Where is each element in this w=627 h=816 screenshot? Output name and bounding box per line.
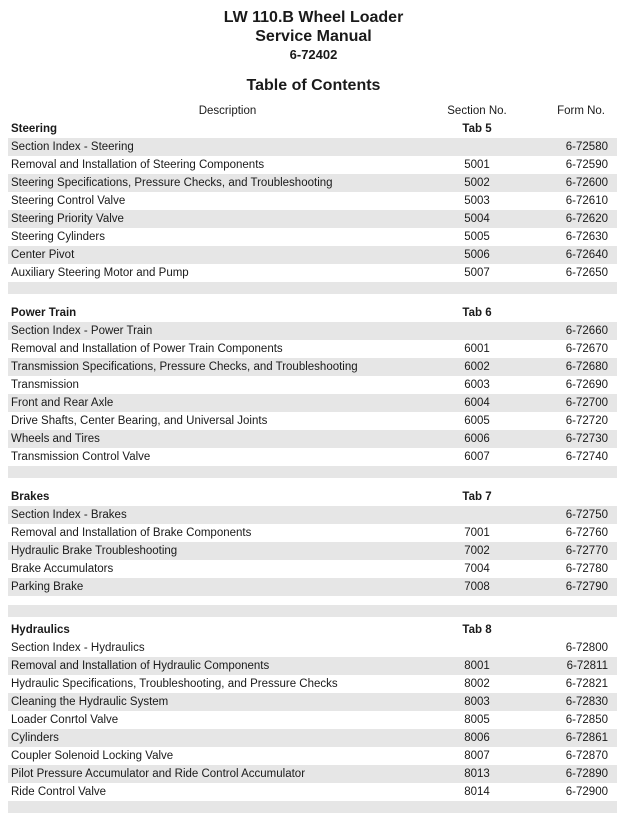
- toc-row-section-no: 6007: [464, 451, 490, 463]
- toc-row-description: Drive Shafts, Center Bearing, and Universal Joints: [11, 415, 268, 427]
- toc-row-description: Removal and Installation of Hydraulic Components: [11, 660, 270, 672]
- toc-row: [8, 560, 617, 578]
- toc-row-form-no: 6-72680: [565, 361, 608, 373]
- toc-row-form-no: 6-72850: [565, 714, 608, 726]
- toc-row-section-no: 5004: [464, 213, 490, 225]
- toc-row-form-no: 6-72620: [565, 213, 608, 225]
- toc-row: [8, 747, 617, 765]
- toc-row-description: Center Pivot: [11, 249, 75, 261]
- toc-row-section-no: 6004: [464, 397, 490, 409]
- toc-row-section-no: 8013: [464, 768, 490, 780]
- toc-row-description: Steering Specifications, Pressure Checks, and Troubleshooting: [11, 177, 333, 189]
- section-name: Hydraulics: [11, 624, 70, 636]
- toc-row: [8, 394, 617, 412]
- toc-row-description: Hydraulic Specifications, Troubleshooting, and Pressure Checks: [11, 678, 338, 690]
- section-tab: Tab 5: [462, 123, 492, 135]
- section-name: Power Train: [11, 307, 77, 319]
- section-tab: Tab 7: [462, 491, 492, 503]
- toc-row-section-no: 5007: [464, 267, 490, 279]
- toc-row-form-no: 6-72690: [565, 379, 608, 391]
- toc-row: [8, 228, 617, 246]
- toc-row-form-no: 6-72730: [565, 433, 608, 445]
- toc-row-section-no: 6006: [464, 433, 490, 445]
- toc-row: [8, 506, 617, 524]
- toc-row: [8, 264, 617, 282]
- toc-row: [8, 322, 617, 340]
- toc-row: [8, 430, 617, 448]
- section-separator: [8, 282, 617, 294]
- toc-row: [8, 765, 617, 783]
- toc-row: [8, 156, 617, 174]
- toc-row-form-no: 6-72670: [565, 343, 608, 355]
- toc-row-form-no: 6-72640: [565, 249, 608, 261]
- toc-row: [8, 246, 617, 264]
- toc-row-description: Section Index - Steering: [11, 141, 134, 153]
- toc-row-form-no: 6-72760: [565, 527, 608, 539]
- toc-row-form-no: 6-72790: [565, 581, 608, 593]
- toc-row-description: Transmission: [11, 379, 79, 391]
- toc-row: [8, 376, 617, 394]
- toc-row-description: Section Index - Power Train: [11, 325, 153, 337]
- toc-row: [8, 542, 617, 560]
- section-separator: [8, 605, 617, 617]
- toc-row-form-no: 6-72870: [565, 750, 608, 762]
- toc-row-description: Removal and Installation of Steering Components: [11, 159, 265, 171]
- toc-row-section-no: 8006: [464, 732, 490, 744]
- toc-row-description: Cleaning the Hydraulic System: [11, 696, 169, 708]
- toc-row-description: Transmission Control Valve: [11, 451, 151, 463]
- toc-row-section-no: 6003: [464, 379, 490, 391]
- column-header-description: Description: [198, 105, 257, 117]
- section-name: Steering: [11, 123, 58, 135]
- toc-row: [8, 657, 617, 675]
- toc-row-section-no: 8003: [464, 696, 490, 708]
- toc-row-description: Pilot Pressure Accumulator and Ride Control Accumulator: [11, 768, 306, 780]
- toc-title: Table of Contents: [246, 77, 381, 94]
- toc-row-description: Removal and Installation of Brake Components: [11, 527, 252, 539]
- toc-row-description: Loader Conrtol Valve: [11, 714, 119, 726]
- toc-row: [8, 639, 617, 657]
- toc-row: [8, 210, 617, 228]
- toc-row-section-no: 8001: [464, 660, 490, 672]
- toc-row: [8, 524, 617, 542]
- column-header-form-no: Form No.: [557, 105, 605, 117]
- toc-row-description: Parking Brake: [11, 581, 84, 593]
- toc-row-form-no: 6-72811: [566, 660, 608, 672]
- toc-row-form-no: 6-72900: [565, 786, 608, 798]
- toc-row: [8, 448, 617, 466]
- column-header-row: [8, 102, 617, 120]
- toc-row-form-no: 6-72580: [565, 141, 608, 153]
- toc-row-form-no: 6-72600: [565, 177, 608, 189]
- section-heading-row: [8, 304, 617, 322]
- toc-row-description: Auxiliary Steering Motor and Pump: [11, 267, 189, 279]
- manual-title: LW 110.B Wheel Loader: [223, 9, 404, 26]
- toc-row-section-no: 7008: [464, 581, 490, 593]
- section-heading-row: [8, 621, 617, 639]
- toc-row-form-no: 6-72890: [565, 768, 608, 780]
- toc-row-form-no: 6-72750: [565, 509, 608, 521]
- toc-row-form-no: 6-72610: [565, 195, 608, 207]
- toc-table: [0, 102, 627, 813]
- toc-row-section-no: 6002: [464, 361, 490, 373]
- section-separator: [8, 466, 617, 478]
- toc-row: [8, 174, 617, 192]
- toc-row-form-no: 6-72660: [565, 325, 608, 337]
- toc-row: [8, 358, 617, 376]
- toc-row-section-no: 7004: [464, 563, 490, 575]
- toc-row-form-no: 6-72861: [565, 732, 608, 744]
- toc-row-form-no: 6-72700: [565, 397, 608, 409]
- toc-row-description: Steering Priority Valve: [11, 213, 124, 225]
- toc-row-description: Removal and Installation of Power Train Components: [11, 343, 283, 355]
- section-name: Brakes: [11, 491, 50, 503]
- toc-row-form-no: 6-72650: [565, 267, 608, 279]
- toc-row: [8, 729, 617, 747]
- toc-row-description: Wheels and Tires: [11, 433, 100, 445]
- toc-row-description: Section Index - Brakes: [11, 509, 127, 521]
- toc-row-form-no: 6-72590: [565, 159, 608, 171]
- toc-row-form-no: 6-72821: [565, 678, 608, 690]
- section-tab: Tab 6: [462, 307, 492, 319]
- toc-row: [8, 675, 617, 693]
- toc-row-form-no: 6-72800: [565, 642, 608, 654]
- toc-row: [8, 340, 617, 358]
- toc-row-section-no: 8005: [464, 714, 490, 726]
- toc-row-section-no: 7002: [464, 545, 490, 557]
- toc-row: [8, 711, 617, 729]
- toc-row-form-no: 6-72770: [565, 545, 608, 557]
- toc-row-description: Cylinders: [11, 732, 59, 744]
- toc-row-description: Front and Rear Axle: [11, 397, 114, 409]
- toc-row: [8, 192, 617, 210]
- toc-row-section-no: 6005: [464, 415, 490, 427]
- toc-row-section-no: 8002: [464, 678, 490, 690]
- toc-body: [0, 120, 627, 813]
- toc-row: [8, 693, 617, 711]
- section-heading-row: [8, 120, 617, 138]
- toc-row: [8, 578, 617, 596]
- toc-row-section-no: 5002: [464, 177, 490, 189]
- toc-row-section-no: 8014: [464, 786, 490, 798]
- toc-row-section-no: 8007: [464, 750, 490, 762]
- toc-row: [8, 783, 617, 801]
- toc-row-section-no: 7001: [464, 527, 490, 539]
- toc-row: [8, 412, 617, 430]
- document-header: [0, 0, 627, 95]
- section-tab: Tab 8: [462, 624, 492, 636]
- toc-row-section-no: 5001: [464, 159, 490, 171]
- section-heading-row: [8, 488, 617, 506]
- toc-row-description: Hydraulic Brake Troubleshooting: [11, 545, 178, 557]
- toc-row-form-no: 6-72720: [565, 415, 608, 427]
- manual-form-number: 6-72402: [289, 47, 338, 62]
- section-separator: [8, 801, 617, 813]
- column-header-section-no: Section No.: [447, 105, 507, 117]
- toc-row-section-no: 5003: [464, 195, 490, 207]
- toc-row-section-no: 5006: [464, 249, 490, 261]
- manual-subtitle: Service Manual: [255, 28, 372, 45]
- toc-row-description: Brake Accumulators: [11, 563, 114, 575]
- toc-row-form-no: 6-72630: [565, 231, 608, 243]
- toc-row-description: Ride Control Valve: [11, 786, 107, 798]
- toc-row-form-no: 6-72830: [565, 696, 608, 708]
- toc-row-description: Coupler Solenoid Locking Valve: [11, 750, 174, 762]
- toc-row: [8, 138, 617, 156]
- toc-row-description: Steering Cylinders: [11, 231, 105, 243]
- toc-row-form-no: 6-72740: [565, 451, 608, 463]
- toc-row-form-no: 6-72780: [565, 563, 608, 575]
- toc-row-description: Transmission Specifications, Pressure Checks, and Troubleshooting: [11, 361, 358, 373]
- toc-row-section-no: 5005: [464, 231, 490, 243]
- toc-row-description: Steering Control Valve: [11, 195, 126, 207]
- toc-row-description: Section Index - Hydraulics: [11, 642, 145, 654]
- toc-row-section-no: 6001: [464, 343, 490, 355]
